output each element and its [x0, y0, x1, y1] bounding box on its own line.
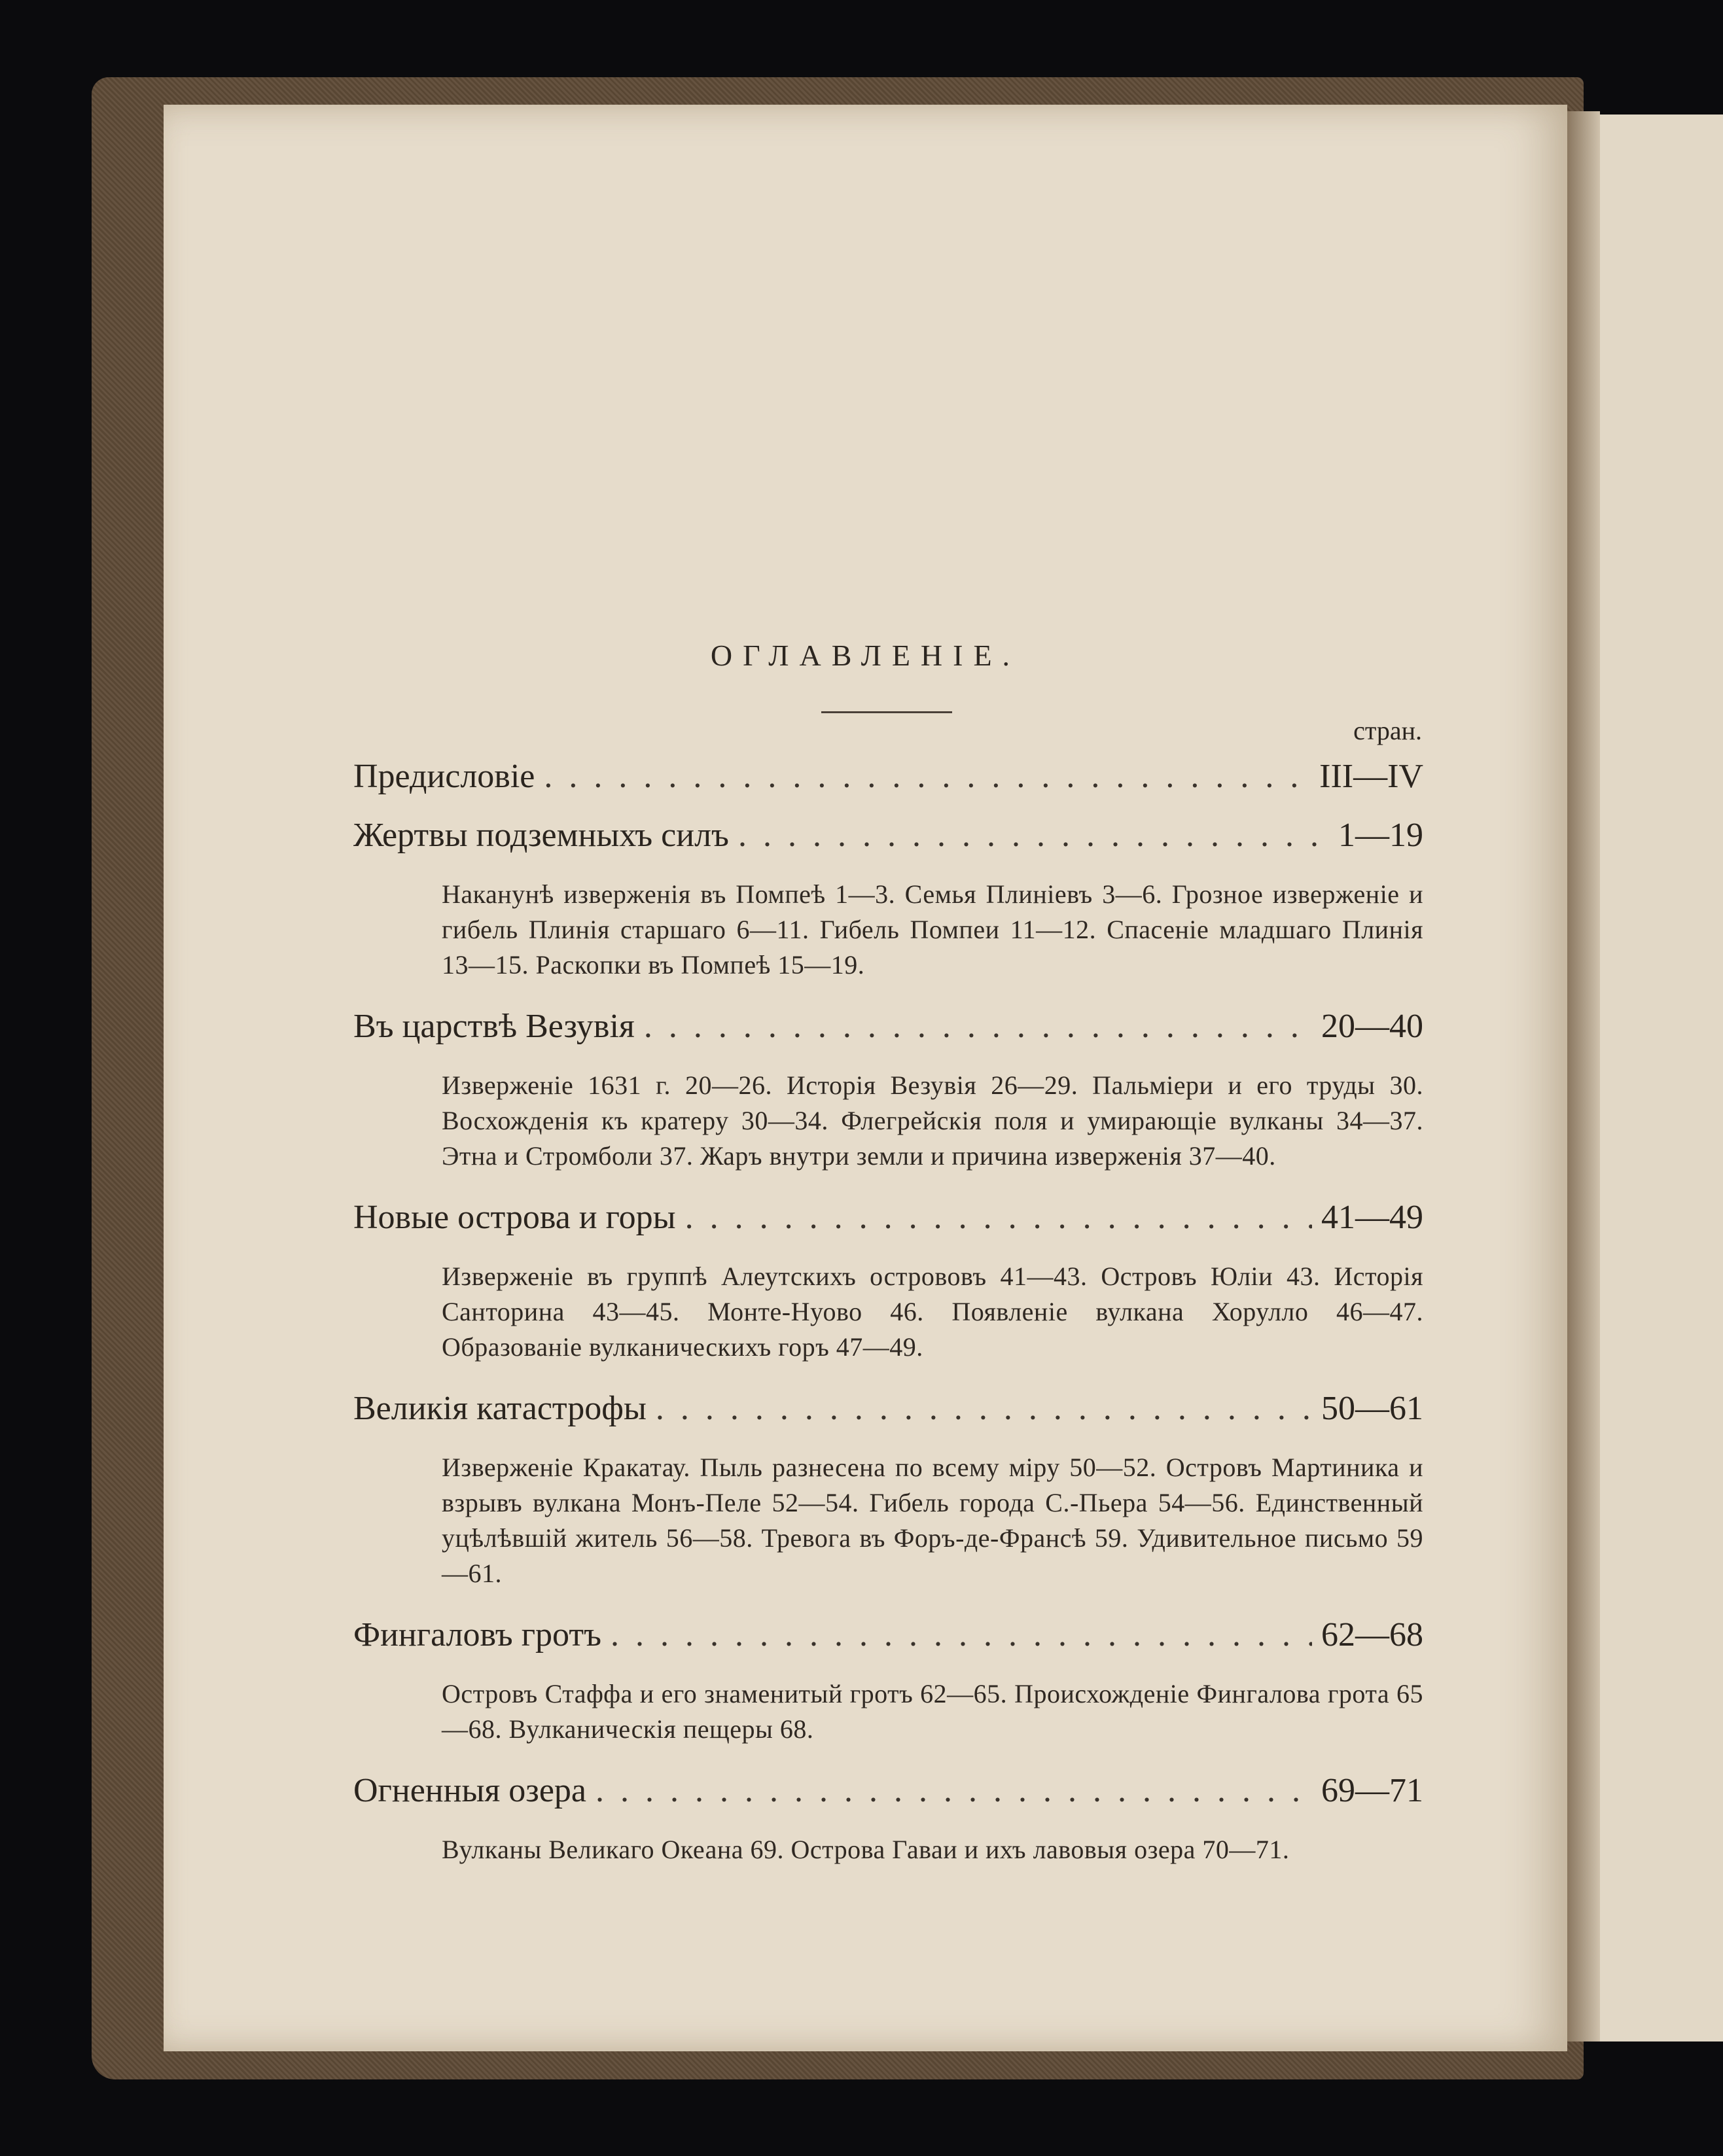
toc-entry-preface — [353, 747, 1423, 806]
chapter-title: Жертвы подземныхъ силъ — [353, 817, 729, 854]
toc-entry-6 — [353, 1761, 1423, 1882]
toc-line — [353, 997, 1423, 1056]
chapter-pages: 41—49 — [1321, 1199, 1423, 1236]
chapter-summary: Изверженіе 1631 г. 20—26. Исторія Везувія 26—29. Пальміери и его труды 30. Восхожденія къ кратеру 30—34. Флегрейскія поля и умирающіе вулканы 34—37. Этна и Стромболи 37. Жаръ внутри земли и причина изверженія 37—40. — [442, 1070, 1423, 1171]
toc-title: ОГЛАВЛЕНІЕ. — [710, 639, 1021, 672]
chapter-pages: 69—71 — [1321, 1772, 1423, 1809]
chapter-pages: 50—61 — [1321, 1390, 1423, 1427]
book-gutter — [1567, 111, 1600, 2041]
toc-line — [353, 1188, 1423, 1247]
toc-line — [353, 806, 1423, 865]
pages-column-header: стран. — [1353, 716, 1422, 745]
toc-entry-1 — [353, 806, 1423, 997]
table-of-contents — [353, 747, 1423, 1882]
toc-line — [353, 747, 1423, 806]
chapter-title: Огненныя озера — [353, 1772, 587, 1809]
chapter-summary: Изверженіе въ группѣ Алеутскихъ острововъ 41—43. Островъ Юліи 43. Исторія Санторина 43—45. Монте-Нуово 46. Появленіе вулкана Хорулло 46—47. Образованіе вулканическихъ горъ 47—49. — [442, 1262, 1423, 1362]
toc-line — [353, 1606, 1423, 1665]
leader-dots — [611, 1606, 1312, 1665]
chapter-summary: Наканунѣ изверженія въ Помпеѣ 1—3. Семья Плиніевъ 3—6. Грозное изверженіе и гибель Плинія старшаго 6—11. Гибель Помпеи 11—12. Спасеніе младшаго Плинія 13—15. Раскопки въ Помпеѣ 15—19. — [442, 879, 1423, 980]
chapter-pages: 62—68 — [1321, 1616, 1423, 1653]
toc-entry-4 — [353, 1379, 1423, 1606]
title-rule — [821, 711, 952, 713]
toc-entry-2 — [353, 997, 1423, 1188]
facing-page — [1600, 115, 1723, 2041]
chapter-summary: Изверженіе Кракатау. Пыль разнесена по всему міру 50—52. Островъ Мартиника и взрывъ вулкана Монъ-Пеле 52—54. Гибель города С.-Пьера 54—56. Единственный уцѣлѣвшій житель 56—58. Тревога въ Форъ-де-Франсѣ 59. Удивительное письмо 59—61. — [442, 1453, 1423, 1588]
chapter-pages: 1—19 — [1338, 817, 1423, 854]
leader-dots — [644, 997, 1312, 1056]
chapter-summary: Вулканы Великаго Океана 69. Острова Гаваи и ихъ лавовыя озера 70—71. — [442, 1835, 1290, 1864]
toc-entry-5 — [353, 1606, 1423, 1761]
chapter-title: Въ царствѣ Везувія — [353, 1008, 635, 1045]
leader-dots — [685, 1188, 1312, 1247]
toc-line — [353, 1761, 1423, 1820]
leader-dots — [544, 747, 1310, 806]
toc-line — [353, 1379, 1423, 1438]
chapter-pages: III—IV — [1319, 758, 1423, 795]
leader-dots — [595, 1761, 1312, 1820]
leader-dots — [738, 806, 1329, 865]
chapter-title: Предисловіе — [353, 758, 535, 795]
chapter-title: Великія катастрофы — [353, 1390, 647, 1427]
chapter-title: Новые острова и горы — [353, 1199, 676, 1236]
chapter-title: Фингаловъ гротъ — [353, 1616, 601, 1653]
toc-entry-3 — [353, 1188, 1423, 1379]
chapter-summary: Островъ Стаффа и его знаменитый гротъ 62—65. Происхожденіе Фингалова грота 65—68. Вулканическія пещеры 68. — [442, 1679, 1423, 1744]
leader-dots — [656, 1379, 1312, 1438]
chapter-pages: 20—40 — [1321, 1008, 1423, 1045]
